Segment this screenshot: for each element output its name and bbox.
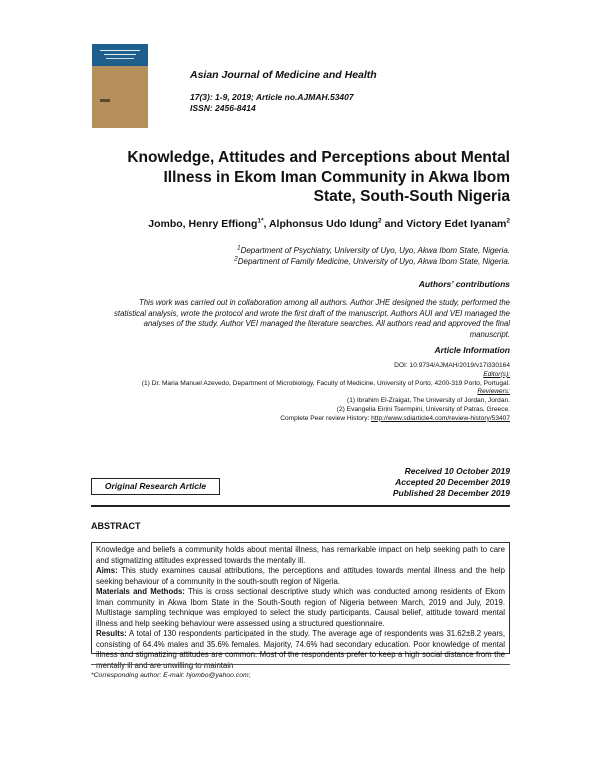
methods-text: This is cross sectional descriptive study which was conducted among residents of Ekom Iman community in Akwa Ibom State in the South-South region of Nigeria between March, 2019 and July, 2019. Multistage sampling technique was employed to select the study participants. Causal belief, attitude toward mental illness and help seeking behaviour were assessed using a structured questionnaire. [96, 587, 506, 628]
published-date: Published 28 December 2019 [392, 488, 510, 498]
affiliations [234, 245, 510, 267]
abstract-box [91, 542, 510, 670]
contributions-heading: Authors’ contributions [418, 279, 510, 289]
paper-title [70, 148, 510, 207]
publication-dates [393, 466, 510, 499]
journal-citation-block [190, 92, 354, 114]
footnote-divider [91, 664, 510, 665]
results-label: Results: [96, 629, 127, 638]
journal-issn: ISSN: 2456-8414 [190, 103, 256, 113]
received-date: Received 10 October 2019 [404, 466, 510, 476]
author-separator: and [381, 218, 407, 230]
doi: DOI: 10.9734/AJMAH/2019/v17i330164 [394, 362, 510, 369]
author-name: Victory Edet Iyanam [406, 218, 507, 230]
affiliation-text: Department of Psychiatry, University of Uyo, Uyo, Akwa Ibom State, Nigeria. [240, 246, 510, 255]
aims-label: Aims: [96, 566, 118, 575]
author-name: Jombo, Henry Effiong [148, 218, 258, 230]
methods-label: Materials and Methods: [96, 587, 185, 596]
author-separator: , [263, 218, 269, 230]
author-name: Alphonsus Udo Idung [268, 218, 379, 230]
reviewer: (2) Evangelia Eirini Tsermpini, University of Patras, Greece. [336, 405, 510, 413]
reviewers-label: Reviewers: [477, 388, 510, 396]
paper-title-line: Illness in Ekom Iman Community in Akwa Ibom [163, 168, 510, 186]
editor-label: Editor(s): [483, 370, 510, 378]
abstract-intro: Knowledge and beliefs a community holds about mental illness, has remarkable impact on help seeking path to care and stigmatizing attitudes expressed towards the mentally ill. [96, 545, 505, 565]
journal-citation: 17(3): 1-9, 2019; Article no.AJMAH.53407 [190, 92, 354, 102]
peer-review-history [142, 415, 510, 424]
affiliation-line [234, 245, 510, 256]
affiliation-marker: 2 [234, 255, 238, 263]
article-type-label: Original Research Article [91, 478, 220, 495]
journal-name: Asian Journal of Medicine and Health [190, 69, 377, 81]
header-divider [91, 505, 510, 507]
aims-text: This study examines causal attributions, the perceptions and attitudes towards mental illness and the help seeking behaviour of a community in the south-south region of Nigeria. [96, 566, 505, 586]
affiliation-text: Department of Family Medicine, University of Uyo, Akwa Ibom State, Nigeria. [237, 257, 510, 266]
author-list [148, 218, 510, 230]
article-info-heading: Article Information [434, 345, 510, 355]
abstract-methods [96, 587, 505, 629]
contributions-text: This work was carried out in collaboration among all authors. Author JHE designed the study, performed the statistical analysis, wrote the protocol and wrote the first draft of the manuscript. Authors AUI and VEI managed the analyses of the study. Author VEI managed the literature searches. All authors read and approved the final manuscript. [114, 298, 510, 339]
reviewer: (1) Ibrahim El-Zraigat, The University of Jordan, Jordan. [347, 397, 510, 405]
accepted-date: Accepted 20 December 2019 [395, 477, 510, 487]
article-info-block [142, 362, 510, 424]
editor: (1) Dr. Maria Manuel Azevedo, Department of Microbiology, Faculty of Medicine, University of Porto, 4200-319 Porto, Portugal. [141, 379, 510, 387]
corresponding-author-footnote: *Corresponding author: E-mail: hjombo@yahoo.com; [91, 672, 251, 679]
journal-cover-thumbnail [92, 44, 148, 126]
history-label: Complete Peer review History: [280, 414, 372, 422]
author-affiliation-marker: 2 [378, 217, 382, 225]
paper-title-line: State, South-South Nigeria [313, 188, 510, 205]
paper-title-line: Knowledge, Attitudes and Perceptions about Mental [127, 149, 510, 166]
abstract-heading: ABSTRACT [91, 521, 141, 531]
author-affiliation-marker: 2 [506, 217, 510, 225]
abstract-aims [96, 566, 505, 587]
affiliation-line [234, 256, 510, 267]
affiliation-marker: 1 [236, 244, 241, 252]
results-text: A total of 130 respondents participated in the study. The average age of respondents was 31.62±8.2 years, consisting of 64.4% males and 35.6% females. Majority, 74.6% had secondary education. Poor knowledge of mental illness and stigmatizing attitudes are common. Most of the respondents prefer to keep a high social distance from the mentally ill and are unwilling to maintain [96, 629, 505, 670]
review-history-link[interactable]: http://www.sdiarticle4.com/review-history/53407 [371, 414, 510, 422]
author-affiliation-marker: 1* [257, 217, 264, 225]
